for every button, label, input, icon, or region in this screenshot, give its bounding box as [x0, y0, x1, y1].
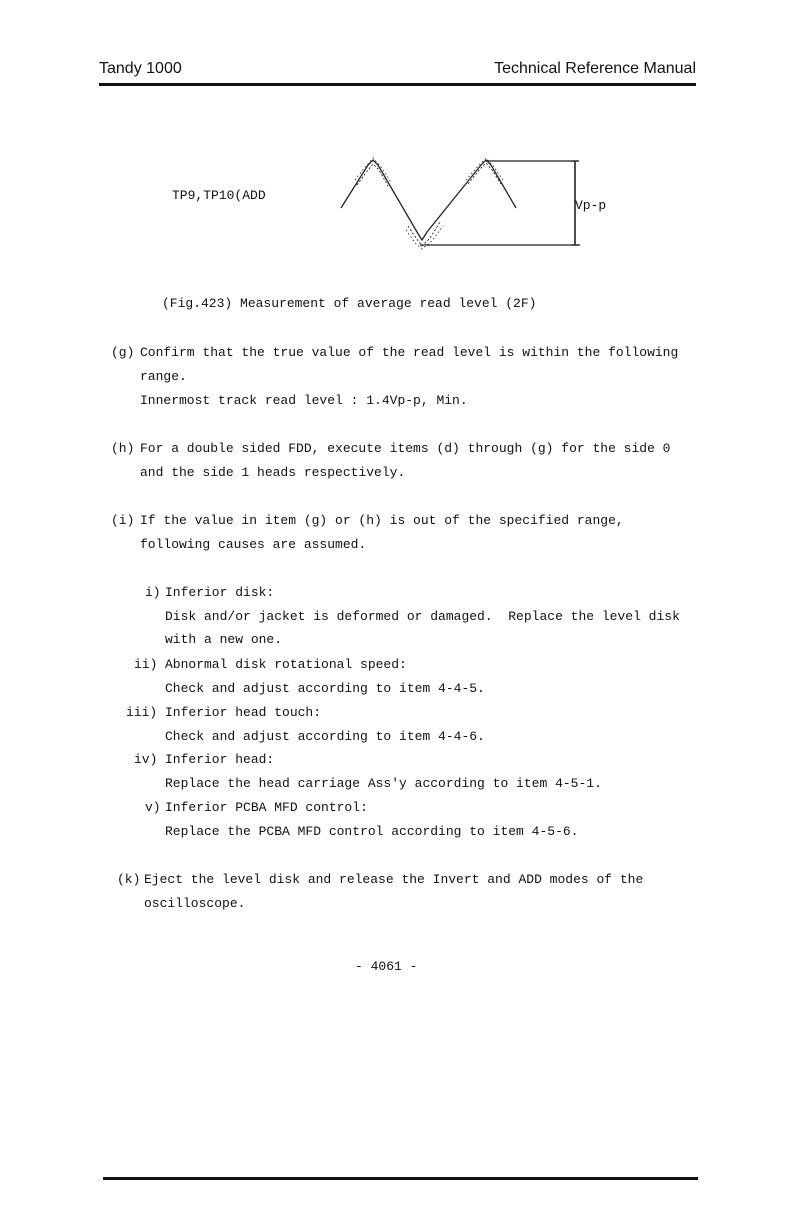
sub-item-detail: Check and adjust according to item 4-4-5. — [165, 681, 485, 696]
sub-item-detail: Replace the head carriage Ass'y according to item 4-5-1. — [165, 776, 602, 791]
sub-item-marker: v) — [145, 800, 161, 815]
sub-item-detail: with a new one. — [165, 632, 283, 647]
item-h-line2: and the side 1 heads respectively. — [140, 465, 406, 480]
item-k-line2: oscilloscope. — [144, 896, 246, 911]
sub-item-title: Inferior head: — [165, 752, 275, 767]
sub-item-title: Inferior head touch: — [165, 705, 322, 720]
sub-item-title: Inferior PCBA MFD control: — [165, 800, 368, 815]
item-g-line3: Innermost track read level : 1.4Vp-p, Min. — [140, 393, 468, 408]
sub-item-marker: iv) — [134, 752, 158, 767]
footer-rule — [103, 1177, 698, 1180]
sub-item-detail: Check and adjust according to item 4-4-6. — [165, 729, 485, 744]
page-number: - 4061 - — [355, 959, 418, 974]
figure-caption: (Fig.423) Measurement of average read level (2F) — [162, 296, 537, 311]
header-manual-title: Technical Reference Manual — [494, 60, 696, 77]
item-g-line2: range. — [140, 369, 187, 384]
waveform-diagram — [0, 0, 795, 300]
item-g-line1: Confirm that the true value of the read level is within the following — [140, 345, 679, 360]
sub-item-detail: Replace the PCBA MFD control according to item 4-5-6. — [165, 824, 579, 839]
item-i-marker: (i) — [111, 513, 135, 528]
sub-item-title: Inferior disk: — [165, 585, 275, 600]
sub-item-detail: Disk and/or jacket is deformed or damaged. Replace the level disk — [165, 609, 680, 624]
item-k-line1: Eject the level disk and release the Invert and ADD modes of the — [144, 872, 644, 887]
item-h-marker: (h) — [111, 441, 135, 456]
sub-item-marker: iii) — [126, 705, 158, 720]
figure-vpp-label: Vp-p — [575, 198, 607, 213]
sub-item-marker: i) — [145, 585, 161, 600]
figure-signal-label: TP9,TP10(ADD — [172, 188, 266, 203]
item-g-marker: (g) — [111, 345, 135, 360]
item-h-line1: For a double sided FDD, execute items (d) through (g) for the side 0 — [140, 441, 671, 456]
waveform-trace — [341, 160, 516, 240]
item-i-line2: following causes are assumed. — [140, 537, 367, 552]
header-title: Tandy 1000 — [99, 60, 182, 77]
sub-item-title: Abnormal disk rotational speed: — [165, 657, 407, 672]
item-k-marker: (k) — [117, 872, 141, 887]
item-i-line1: If the value in item (g) or (h) is out of the specified range, — [140, 513, 624, 528]
sub-item-marker: ii) — [134, 657, 158, 672]
